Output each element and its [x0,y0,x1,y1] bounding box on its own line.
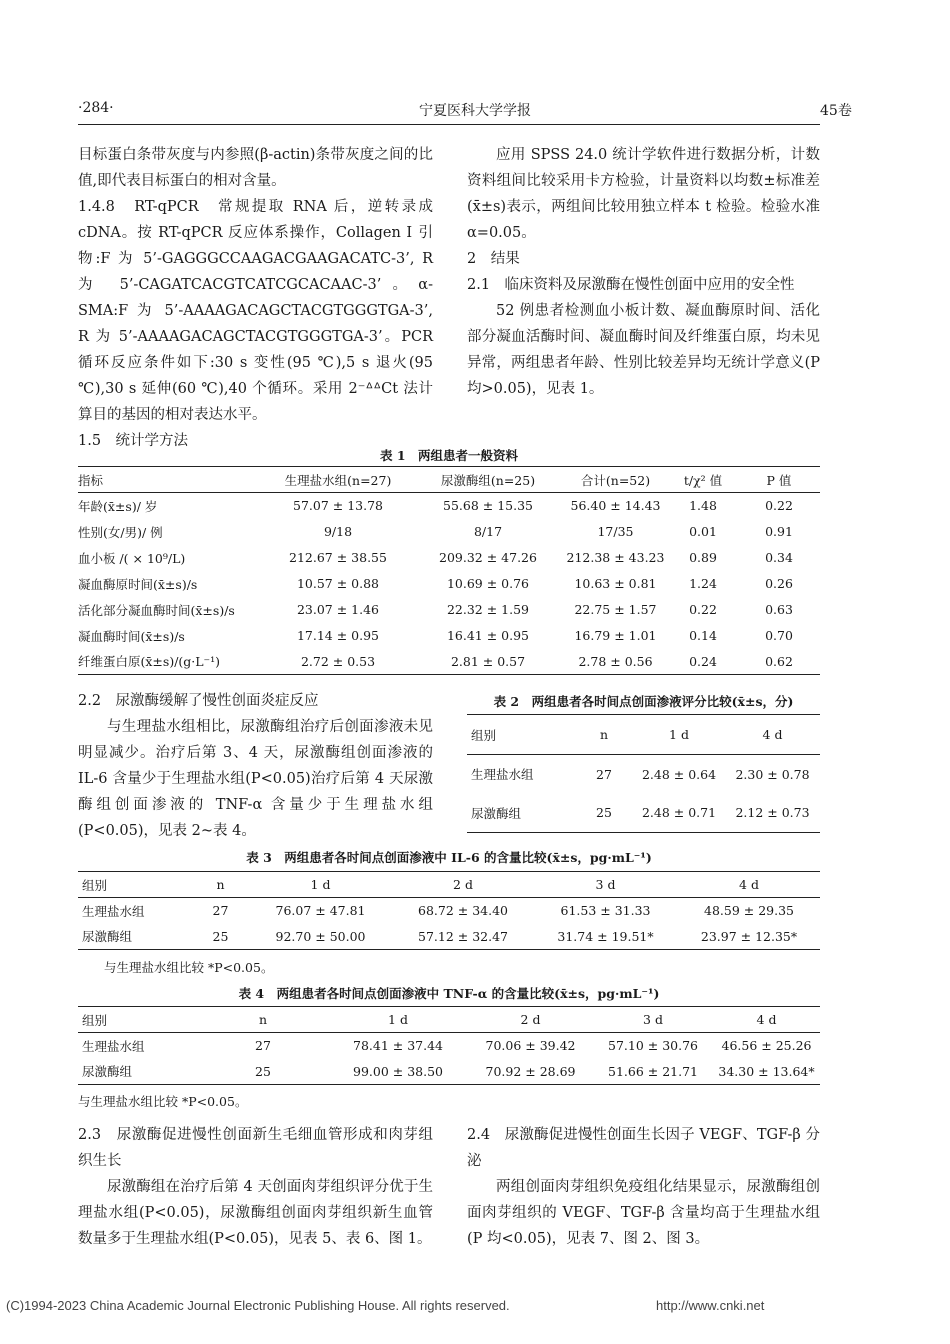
table-header: 生理盐水组(n=27) [284,472,392,488]
paragraph: 1.4.8 RT-qPCR 常规提取 RNA 后，逆转录成 cDNA。按 RT-qPCR 反应体系操作，Collagen Ⅰ 引物:F 为 5’-GAGGGCCAAGACGAAGACATC-3’, R 为 5’-CAGATCACGTCATCGCACAAC-3’。α-SMA:F 为 5’-AAAAGACAGCTACGTGGGTGA-3’, R 为 5’-AAAAGACAGCTACGTGGGTGA-3’。PCR 循环反应条件如下:30 s 变性(95 ℃),5 s 退火(95 ℃),30 s 延伸(60 ℃),40 个循环。采用 2⁻ᐞᐞCt 法计算目的基因的相对表达水平。 [78,199,433,423]
table-header: 2 d [520,1012,541,1027]
section-2-3 [78,1122,433,1252]
paragraph: 应用 SPSS 24.0 统计学软件进行数据分析，计数资料组间比较采用卡方检验，计量资料以均数±标准差(x̄±s)表示，两组间比较用独立样本 t 检验。检验水准 α=0.05。 [467,147,820,241]
table-header: 1 d [669,727,689,742]
footer-url[interactable]: http://www.cnki.net [656,1298,765,1313]
table-header: 4 d [739,877,759,892]
table-header: n [258,1012,268,1027]
header-rule [78,124,820,125]
volume-label: 45卷 [820,103,852,119]
table-header: t/χ² 值 [683,472,723,488]
table-row: 活化部分凝血酶时间(x̄±s)/s 23.07 ± 1.46 22.32 ± 1.59 22.75 ± 1.57 0.22 0.63 [78,602,793,618]
paragraph: 两组创面肉芽组织免疫组化结果显示，尿激酶组创面肉芽组织的 VEGF、TGF-β 含量均高于生理盐水组(P 均<0.05)，见表 7、图 2、图 3。 [467,1179,820,1247]
copyright-line: (C)1994-2023 China Academic Journal Electronic Publishing House. All rights reserved. [6,1298,510,1313]
table-row: 年龄(x̄±s)/ 岁 57.07 ± 13.78 55.68 ± 15.35 56.40 ± 14.43 1.48 0.22 [78,498,793,514]
paragraph: 尿激酶组在治疗后第 4 天创面肉芽组织评分优于生理盐水组(P<0.05)，尿激酶组创面肉芽组织新生血管数量多于生理盐水组(P<0.05)，见表 5、表 6、图 1。 [78,1179,433,1247]
section-2-4 [467,1122,820,1252]
table-row: 生理盐水组 27 78.41 ± 37.44 70.06 ± 39.42 57.10 ± 30.76 46.56 ± 25.26 [82,1038,812,1054]
table-row: 生理盐水组 27 76.07 ± 47.81 68.72 ± 34.40 61.53 ± 31.33 48.59 ± 29.35 [82,903,794,919]
table-row: 尿激酶组 25 99.00 ± 38.50 70.92 ± 28.69 51.66 ± 21.71 34.30 ± 13.64* [78,1059,820,1085]
left-column-text [78,142,433,454]
section-heading: 2.2 尿激酶缓解了慢性创面炎症反应 [78,693,319,709]
table-row: 尿激酶组 25 92.70 ± 50.00 57.12 ± 32.47 31.74 ± 19.51* 23.97 ± 12.35* [78,924,820,950]
table-header: P 值 [766,472,792,488]
journal-title: 宁夏医科大学学报 [419,103,531,119]
table-header: 组别 [82,1012,108,1028]
table-row: 生理盐水组 27 2.48 ± 0.64 2.30 ± 0.78 [471,766,810,783]
table-row: 凝血酶时间(x̄±s)/s 17.14 ± 0.95 16.41 ± 0.95 16.79 ± 1.01 0.14 0.70 [78,628,793,644]
table4 [78,1006,820,1085]
table1 [78,466,820,675]
paragraph: 与生理盐水组相比，尿激酶组治疗后创面渗液未见明显减少。治疗后第 3、4 天，尿激酶组创面渗液的 IL-6 含量少于生理盐水组(P<0.05)治疗后第 4 天尿激酶组创面渗液的 TNF-α 含量少于生理盐水组(P<0.05)，见表 2~表 4。 [78,719,433,839]
section-heading: 1.5 统计学方法 [78,433,189,449]
table3-note: 与生理盐水组比较 *P<0.05。 [104,960,274,975]
table-header: 组别 [82,877,108,893]
table-header: 3 d [595,877,616,892]
table-header: 尿激酶组(n=25) [440,472,536,488]
section-heading: 2 结果 [467,251,520,267]
page-number: ·284· [78,100,114,116]
table-row: 凝血酶原时间(x̄±s)/s 10.57 ± 0.88 10.69 ± 0.76 10.63 ± 0.81 1.24 0.26 [78,576,793,592]
right-column-text [467,142,820,402]
table-header: n [599,727,609,742]
table-header: 1 d [310,877,331,892]
table-row: 血小板 /( × 10⁹/L) 212.67 ± 38.55 209.32 ± 47.26 212.38 ± 43.23 0.89 0.34 [78,550,793,566]
table-header: 合计(n=52) [580,472,651,488]
table4-caption: 表 4 两组患者各时间点创面渗液中 TNF-α 的含量比较(x̄±s，pg·mL⁻¹) [238,986,660,1001]
table4-note: 与生理盐水组比较 *P<0.05。 [78,1094,248,1109]
table2 [467,714,820,833]
section-heading: 2.4 尿激酶促进慢性创面生长因子 VEGF、TGF-β 分泌 [467,1127,820,1169]
table-header: 4 d [762,727,783,742]
table3-caption: 表 3 两组患者各时间点创面渗液中 IL-6 的含量比较(x̄±s，pg·mL⁻¹) [246,850,652,865]
table-header: 指标 [78,472,104,488]
section-heading: 2.1 临床资料及尿激酶在慢性创面中应用的安全性 [467,277,795,293]
table-header: n [216,877,225,892]
section-heading: 2.3 尿激酶促进慢性创面新生毛细血管形成和肉芽组织生长 [78,1127,433,1169]
table-header: 1 d [388,1012,408,1027]
table2-caption: 表 2 两组患者各时间点创面渗液评分比较(x̄±s，分) [493,694,794,709]
table-row: 纤维蛋白原(x̄±s)/(g·L⁻¹) 2.72 ± 0.53 2.81 ± 0.57 2.78 ± 0.56 0.24 0.62 [78,649,820,675]
paragraph: 目标蛋白条带灰度与内参照(β-actin)条带灰度之间的比值,即代表目标蛋白的相对含量。 [78,147,433,189]
table-header: 组别 [471,727,497,743]
table-header: 3 d [643,1012,663,1027]
table-row: 性别(女/男)/ 例 9/18 8/17 17/35 0.01 0.91 [78,524,793,540]
table-header: 2 d [453,877,473,892]
table-row: 尿激酶组 25 2.48 ± 0.71 2.12 ± 0.73 [467,794,820,833]
table1-caption: 表 1 两组患者一般资料 [379,448,519,463]
paragraph: 52 例患者检测血小板计数、凝血酶原时间、活化部分凝血活酶时间、凝血酶时间及纤维蛋白原，均未见异常，两组患者年龄、性别比较差异均无统计学意义(P 均>0.05)，见表 1。 [467,303,820,397]
table3 [78,871,820,950]
section-2-2 [78,688,433,844]
table-header: 4 d [756,1012,777,1027]
